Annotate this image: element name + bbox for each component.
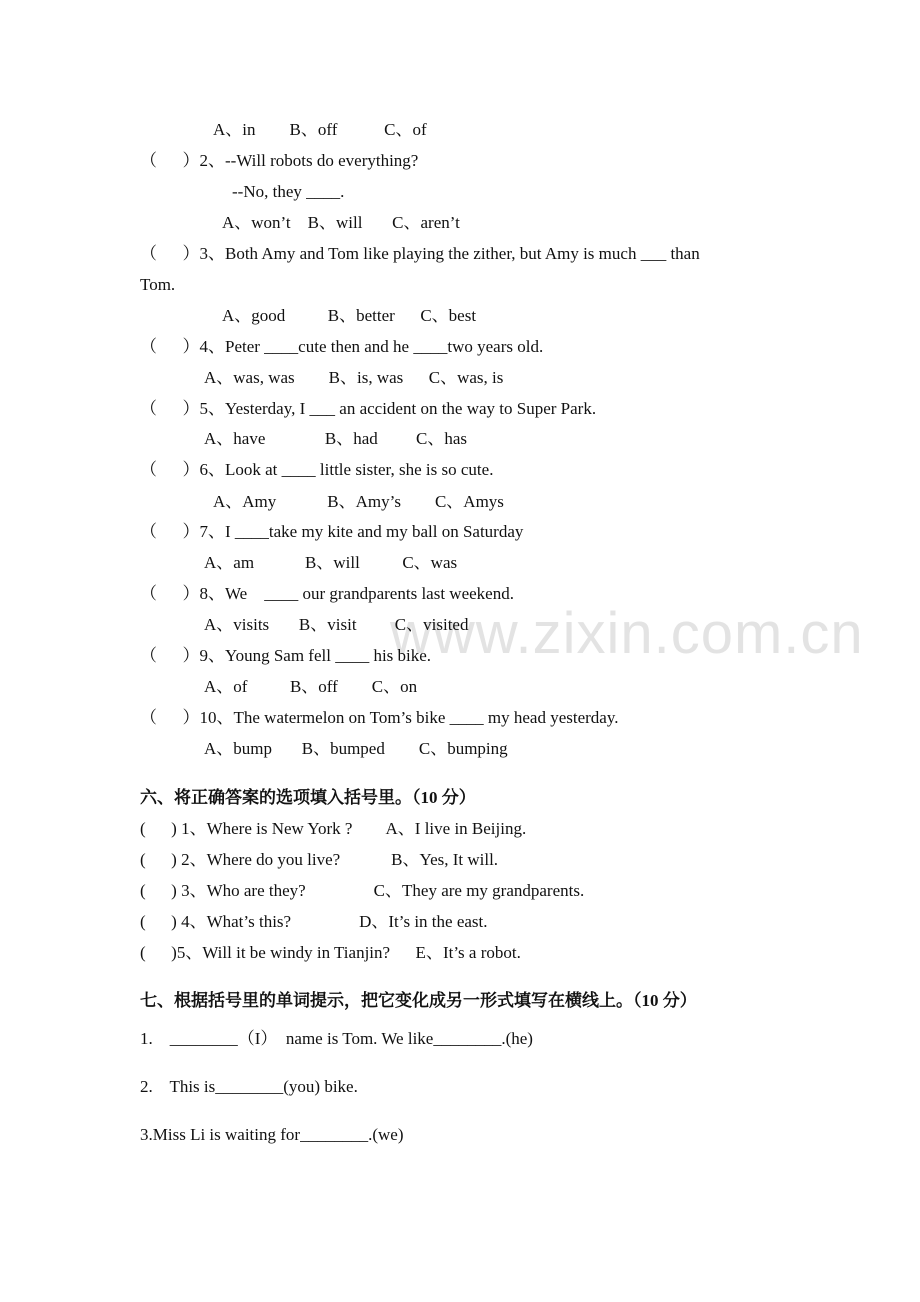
q2-stem: （ ）2、--Will robots do everything? (140, 151, 419, 170)
q7-stem: （ ）7、I ____take my kite and my ball on Saturday (140, 522, 524, 541)
q9-options: A、of B、off C、on (204, 677, 418, 696)
fill-in-item: 1. ________（I） name is Tom. We like________.(he) (140, 1029, 533, 1048)
fill-in-item: 2. This is________(you) bike. (140, 1077, 358, 1096)
section-six-heading: 六、将正确答案的选项填入括号里。（10 分） (140, 788, 476, 807)
q3-options: A、good B、better C、best (222, 306, 477, 325)
section-seven-heading: 七、根据括号里的单词提示，把它变化成另一形式填写在横线上。（10 分） (140, 991, 697, 1010)
matching-row: ( )5、Will it be windy in Tianjin? E、It’s a robot. (140, 943, 521, 962)
fill-in-item: 3.Miss Li is waiting for________.(we) (140, 1125, 404, 1144)
q5-options: A、have B、had C、has (204, 429, 468, 448)
watermark: www.zixin.com.cn (390, 601, 864, 666)
q9-stem: （ ）9、Young Sam fell ____ his bike. (140, 646, 432, 665)
matching-row: ( ) 4、What’s this? D、It’s in the east. (140, 912, 488, 931)
q2-options: A、won’t B、will C、aren’t (222, 213, 460, 232)
q6-stem: （ ）6、Look at ____ little sister, she is so cute. (140, 460, 494, 479)
q3-continuation: Tom. (140, 275, 176, 294)
q4-stem: （ ）4、Peter ____cute then and he ____two years old. (140, 337, 544, 356)
q1-options: A、in B、off C、of (213, 120, 427, 139)
matching-row: ( ) 3、Who are they? C、They are my grandparents. (140, 881, 585, 900)
q3-stem: （ ）3、Both Amy and Tom like playing the zither, but Amy is much ___ than (140, 244, 700, 263)
q8-stem: （ ）8、We ____ our grandparents last weekend. (140, 584, 514, 603)
q5-stem: （ ）5、Yesterday, I ___ an accident on the way to Super Park. (140, 399, 597, 418)
q10-options: A、bump B、bumped C、bumping (204, 739, 508, 758)
matching-row: ( ) 1、Where is New York ? A、I live in Beijing. (140, 819, 527, 838)
matching-row: ( ) 2、Where do you live? B、Yes, It will. (140, 850, 499, 869)
q6-options: A、Amy B、Amy’s C、Amys (213, 492, 504, 511)
q10-stem: （ ）10、The watermelon on Tom’s bike ____ my head yesterday. (140, 708, 619, 727)
q2-answer: --No, they ____. (232, 182, 345, 201)
q7-options: A、am B、will C、was (204, 553, 458, 572)
q8-options: A、visits B、visit C、visited (204, 615, 469, 634)
q4-options: A、was, was B、is, was C、was, is (204, 368, 504, 387)
